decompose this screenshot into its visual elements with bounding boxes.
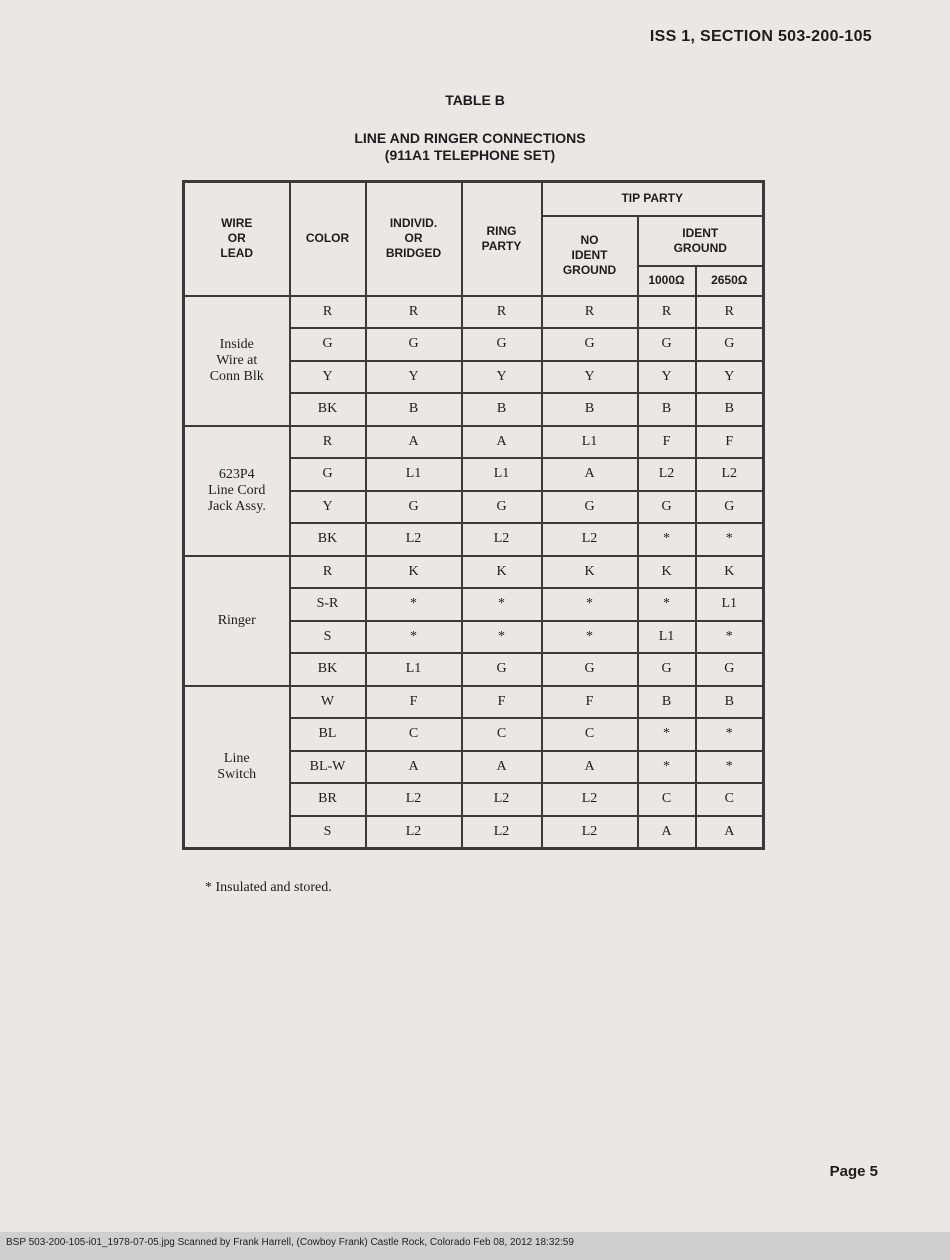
cell-color: BL-W [290,751,366,784]
cell-no-ident-ground: A [542,751,638,784]
cell-ring-party: A [462,426,542,459]
cell-ident-2650: F [696,426,764,459]
cell-color: R [290,426,366,459]
cell-no-ident-ground: * [542,621,638,654]
header-no-ident-ground [542,216,638,296]
header-tip-party: TIP PARTY [542,182,764,216]
cell-ident-2650: * [696,621,764,654]
cell-color: Y [290,361,366,394]
cell-ident-2650: L2 [696,458,764,491]
cell-ident-1000: L2 [638,458,696,491]
cell-color: R [290,296,366,329]
cell-ring-party: L2 [462,783,542,816]
cell-ring-party: L2 [462,816,542,849]
cell-individ-or-bridged: Y [366,361,462,394]
cell-ring-party: A [462,751,542,784]
cell-no-ident-ground: L1 [542,426,638,459]
cell-ring-party: Y [462,361,542,394]
table-label: TABLE B [445,92,505,108]
group-label-line: Line [223,750,250,766]
cell-no-ident-ground: G [542,328,638,361]
cell-ring-party: F [462,686,542,719]
cell-color: BK [290,393,366,426]
cell-individ-or-bridged: R [366,296,462,329]
cell-ring-party: R [462,296,542,329]
cell-ident-1000: L1 [638,621,696,654]
header-text: GROUND [562,263,617,277]
table-header [184,182,764,296]
cell-ident-1000: K [638,556,696,589]
section-header: ISS 1, SECTION 503-200-105 [649,28,872,45]
table-title-line-2: (911A1 TELEPHONE SET) [384,147,556,163]
cell-color: W [290,686,366,719]
cell-no-ident-ground: G [542,491,638,524]
header-text: IDENT [682,225,719,240]
cell-ring-party: L1 [462,458,542,491]
cell-color: S [290,621,366,654]
header-text: LEAD [220,246,254,261]
group-label-line: Line Cord [208,482,266,498]
cell-ident-2650: Y [696,361,764,394]
cell-no-ident-ground: L2 [542,783,638,816]
cell-individ-or-bridged: A [366,751,462,784]
cell-ident-1000: C [638,783,696,816]
cell-individ-or-bridged: F [366,686,462,719]
cell-no-ident-ground: B [542,393,638,426]
header-text: INDIVID. [389,216,438,231]
cell-no-ident-ground: R [542,296,638,329]
cell-ring-party: L2 [462,523,542,556]
cell-individ-or-bridged: * [366,588,462,621]
cell-ident-2650: G [696,491,764,524]
cell-individ-or-bridged: K [366,556,462,589]
cell-ident-1000: G [638,328,696,361]
group-label [184,426,290,556]
cell-no-ident-ground: G [542,653,638,686]
cell-individ-or-bridged: A [366,426,462,459]
cell-individ-or-bridged: B [366,393,462,426]
cell-individ-or-bridged: L2 [366,816,462,849]
header-1000-ohm: 1000Ω [638,266,696,296]
header-text: GROUND [673,240,727,255]
cell-ident-2650: A [696,816,764,849]
cell-color: S-R [290,588,366,621]
cell-ident-2650: C [696,783,764,816]
cell-ident-2650: L1 [696,588,764,621]
cell-individ-or-bridged: G [366,328,462,361]
cell-ident-1000: G [638,491,696,524]
group-label-line: Switch [217,766,257,782]
connections-table [182,180,765,850]
scan-footer: BSP 503-200-105-i01_1978-07-05.jpg Scanned by Frank Harrell, (Cowboy Frank) Castle Rock, Colorado Feb 08, 2012 18:32:59 [0,1232,950,1260]
cell-color: R [290,556,366,589]
cell-no-ident-ground: F [542,686,638,719]
footnote: * Insulated and stored. [205,880,332,895]
cell-no-ident-ground: Y [542,361,638,394]
header-text: IDENT [571,248,608,262]
header-individ-or-bridged [366,182,462,296]
group-label [184,296,290,426]
header-text: RING [486,223,517,238]
cell-individ-or-bridged: * [366,621,462,654]
cell-color: BL [290,718,366,751]
cell-ident-2650: * [696,523,764,556]
cell-ring-party: B [462,393,542,426]
cell-ident-1000: B [638,393,696,426]
group-label [184,686,290,849]
cell-ident-1000: F [638,426,696,459]
header-ring-party [462,182,542,296]
cell-ring-party: * [462,588,542,621]
table-title [0,130,940,164]
page-number: Page 5 [829,1163,878,1180]
cell-ident-2650: K [696,556,764,589]
cell-ident-1000: R [638,296,696,329]
header-text: OR [227,231,246,246]
cell-color: BK [290,653,366,686]
cell-no-ident-ground: L2 [542,816,638,849]
cell-individ-or-bridged: L1 [366,653,462,686]
cell-no-ident-ground: * [542,588,638,621]
cell-color: BK [290,523,366,556]
cell-ident-1000: * [638,588,696,621]
cell-ident-1000: * [638,751,696,784]
group-label-line: Ringer [217,612,256,628]
group-label-line: Conn Blk [209,368,264,384]
cell-ring-party: C [462,718,542,751]
header-ident-ground [638,216,764,266]
cell-color: G [290,458,366,491]
cell-ring-party: * [462,621,542,654]
group-label-line: 623P4 [218,466,255,482]
cell-no-ident-ground: C [542,718,638,751]
cell-color: G [290,328,366,361]
table-row [184,426,764,459]
cell-individ-or-bridged: L2 [366,783,462,816]
cell-ident-1000: G [638,653,696,686]
cell-no-ident-ground: K [542,556,638,589]
header-2650-ohm: 2650Ω [696,266,764,296]
header-text: OR [404,231,423,246]
group-label-line: Jack Assy. [207,498,266,514]
table-row [184,556,764,589]
cell-ident-1000: B [638,686,696,719]
cell-ring-party: K [462,556,542,589]
cell-ident-1000: * [638,718,696,751]
cell-ident-2650: B [696,686,764,719]
group-label [184,556,290,686]
header-text: NO [580,233,599,247]
cell-no-ident-ground: A [542,458,638,491]
cell-individ-or-bridged: G [366,491,462,524]
cell-color: Y [290,491,366,524]
cell-ring-party: G [462,491,542,524]
cell-ident-1000: * [638,523,696,556]
cell-ident-1000: A [638,816,696,849]
cell-individ-or-bridged: C [366,718,462,751]
cell-ident-2650: B [696,393,764,426]
table-body [184,296,764,849]
cell-ring-party: G [462,328,542,361]
cell-color: S [290,816,366,849]
cell-individ-or-bridged: L1 [366,458,462,491]
cell-individ-or-bridged: L2 [366,523,462,556]
cell-ident-2650: R [696,296,764,329]
header-text: WIRE [221,216,253,231]
cell-color: BR [290,783,366,816]
table-row [184,296,764,329]
cell-ident-2650: G [696,653,764,686]
table-title-line-1: LINE AND RINGER CONNECTIONS [354,130,586,146]
table-row [184,686,764,719]
header-wire-or-lead [184,182,290,296]
header-color: COLOR [290,182,366,296]
cell-ident-1000: Y [638,361,696,394]
group-label-line: Wire at [216,352,258,368]
cell-ident-2650: * [696,718,764,751]
cell-ident-2650: * [696,751,764,784]
header-text: BRIDGED [385,246,442,261]
cell-no-ident-ground: L2 [542,523,638,556]
cell-ident-2650: G [696,328,764,361]
cell-ring-party: G [462,653,542,686]
group-label-line: Inside [219,336,254,352]
header-text: PARTY [481,238,522,253]
